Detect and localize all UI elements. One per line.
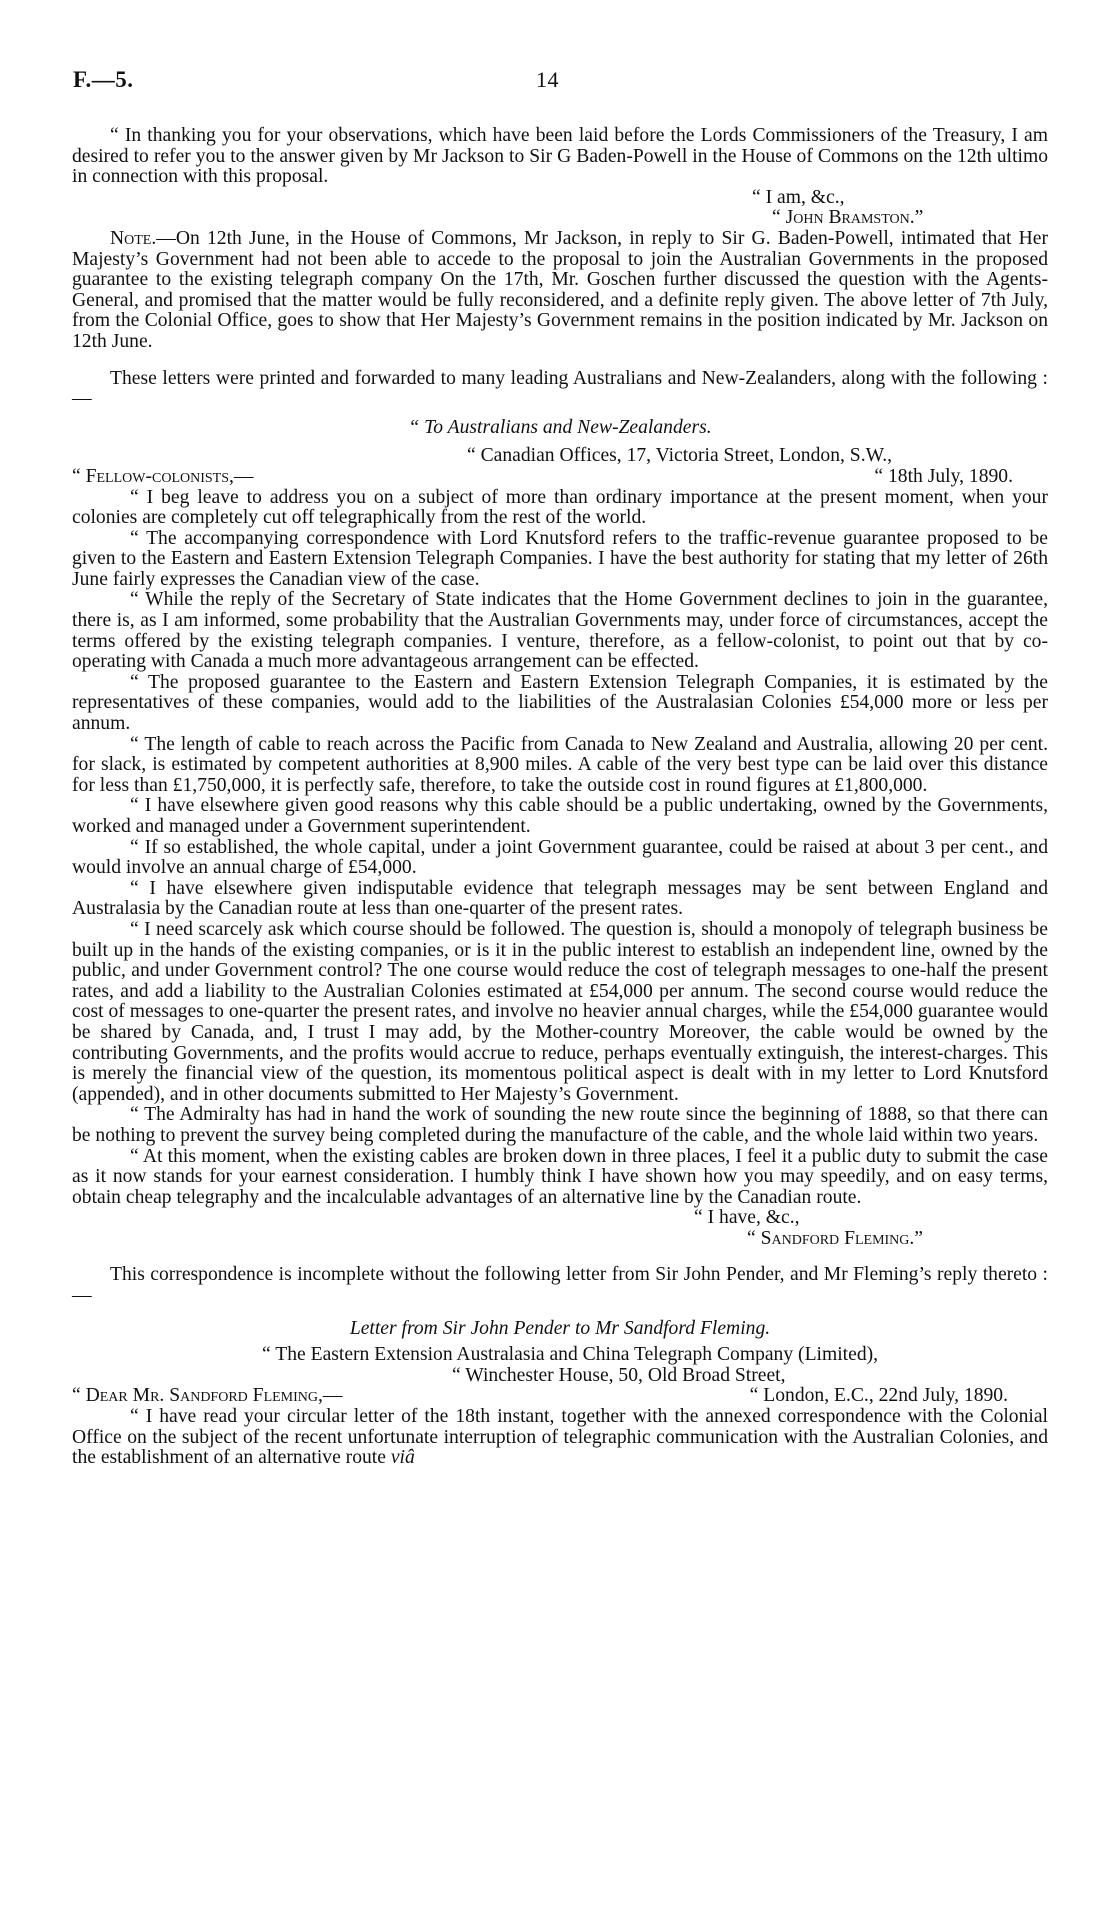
circular-heading: “ To Australians and New-Zealanders. [408, 416, 712, 438]
circular-paragraph: “ At this moment, when the existing cables are broken down in three places, I feel it a public duty to submit the case as it now stands for your earnest consideration. I humbly think I have shown how you may speedily, and on easy terms, obtain cheap telegraphy and the incalculable advantages of an alternative line by the Canadian route. [72, 1145, 1048, 1208]
page-number: 14 [536, 67, 559, 92]
circular-paragraph: “ The length of cable to reach across the Pacific from Canada to New Zealand and Australia, allowing 20 per cent. for slack, is estimated by competent authorities at 8,900 miles. A cable of the very best type can be laid over this distance for less than £1,750,000, it is perfectly safe, therefore, to take the outside cost in round figures at £1,800,000. [72, 733, 1048, 796]
circular-paragraph: “ I beg leave to address you on a subject of more than ordinary importance at the present moment, when your colonies are completely cut off telegraphically from the rest of the world. [72, 486, 1048, 529]
pender-address-company: “ The Eastern Extension Australasia and China Telegraph Company (Limited), [262, 1344, 879, 1366]
pender-salutation-row [72, 1386, 1048, 1407]
circular-signature: “ Sandford Fleming.” [747, 1227, 923, 1249]
circular-close: “ I have, &c., [694, 1207, 800, 1229]
page-body [72, 126, 1048, 1469]
note-label: Note. [110, 227, 157, 249]
pender-date: “ London, E.C., 22nd July, 1890. [749, 1385, 1008, 1407]
circular-paragraph: “ The Admiralty has had in hand the work of sounding the new route since the beginning of 1888, so that there can be nothing to prevent the survey being completed during the manufacture of the cable, and the whole laid within two years. [72, 1104, 1048, 1146]
note-paragraph [72, 229, 1048, 353]
series-code: F.—5. [73, 67, 134, 92]
circular-paragraph: “ I need scarcely ask which course should be followed. The question is, should a monopoly of telegraph business be built up in the hands of the existing companies, or is it in the public interest to establish an independent line, owned by the public, and under Government control? The one course would reduce the cost of telegraph messages to one-half the present rates, and add a liability to the Australian Colonies estimated at £54,000 per annum. The second course would reduce the cost of messages to one-quarter the present rates, and involve no heavier annual charges, while the £54,000 guarantee would be shared by Canada, and, I trust I may add, by the Mother-country Moreover, the cable would be owned by the contributing Governments, and the profits would accrue to reduce, perhaps eventually extinguish, the interest-charges. This is merely the financial view of the question, its momentous political aspect is dealt with in my letter to Lord Knutsford (appended), and in other documents submitted to Her Majesty’s Government. [72, 918, 1048, 1105]
pender-heading: Letter from Sir John Pender to Mr Sandford Fleming. [349, 1317, 771, 1339]
intro-paragraph: These letters were printed and forwarded to many leading Australians and New-Zealanders, along with the following :— [72, 367, 1048, 410]
circular-salutation: “ Fellow-colonists,— [72, 465, 254, 487]
pender-paragraph [72, 1407, 1048, 1469]
circular-paragraph: “ The proposed guarantee to the Eastern and Eastern Extension Telegraph Companies, it is estimated by the representatives of these companies, would add to the liabilities of the Australasian Colonies £54,000 more or less per annum. [72, 671, 1048, 735]
letter-close: “ I am, &c., [752, 186, 845, 208]
circular-paragraph: “ I have elsewhere given indisputable evidence that telegraph messages may be sent between England and Australasia by the Canadian route at less than one-quarter of the present rates. [72, 877, 1048, 920]
circular-address: “ Canadian Offices, 17, Victoria Street, London, S.W., [467, 445, 893, 467]
pender-address-street: “ Winchester House, 50, Old Broad Street, [452, 1364, 786, 1386]
circular-paragraph: “ The accompanying correspondence with Lord Knutsford refers to the traffic-revenue guarantee proposed to be given to the Eastern and Eastern Extension Telegraph Companies. I have the best authority for stating that my letter of 26th June fairly expresses the Canadian view of the case. [72, 527, 1048, 590]
pender-paragraph-italic: viâ [390, 1447, 415, 1469]
circular-paragraph: “ If so established, the whole capital, under a joint Government guarantee, could be raised at about 3 per cent., and would involve an annual charge of £54,000. [72, 836, 1048, 879]
transition-paragraph: This correspondence is incomplete without the following letter from Sir John Pender, and Mr Fleming’s reply thereto :— [72, 1264, 1048, 1307]
circular-date: “ 18th July, 1890. [874, 465, 1013, 487]
circular-salutation-row [72, 467, 1048, 488]
note-text: —On 12th June, in the House of Commons, Mr Jackson, in reply to Sir G. Baden-Powell, intimated that Her Majesty’s Government had not been able to accede to the proposal to join the Australian Governments in the proposed guarantee to the existing telegraph company On the 17th, Mr. Goschen further discussed the question with the Agents-General, and promised that the matter would be fully reconsidered, and a definite reply given. The above letter of 7th July, from the Colonial Office, goes to show that Her Majesty’s Government remains in the position indicated by Mr. Jackson on 12th June. [72, 227, 1048, 352]
circular-paragraph: “ I have elsewhere given good reasons why this cable should be a public undertaking, owned by the Governments, worked and managed under a Government superintendent. [72, 795, 1048, 837]
circular-paragraph: “ While the reply of the Secretary of State indicates that the Home Government declines to join in the guarantee, there is, as I am informed, some probability that the Australian Governments may, under force of circumstances, accept the terms offered by the existing telegraph companies. I venture, therefore, as a fellow-colonist, to point out that by co-operating with Canada a much more advantageous arrangement can be effected. [72, 589, 1048, 673]
pender-salutation: “ Dear Mr. Sandford Fleming,— [72, 1385, 343, 1407]
treasury-paragraph: “ In thanking you for your observations, which have been laid before the Lords Commissioners of the Treasury, I am desired to refer you to the answer given by Mr Jackson to Sir G Baden-Powell in the House of Commons on the 12th ultimo in connection with this proposal. [72, 125, 1048, 188]
pender-paragraph-text: “ I have read your circular letter of the 18th instant, together with the annexed correspondence with the Colonial Office on the subject of the recent unfortunate interruption of telegraphic communication with the Australian Colonies, and the establishment of an alternative route [72, 1406, 1048, 1469]
letter-signature: “ John Bramston.” [772, 207, 924, 229]
